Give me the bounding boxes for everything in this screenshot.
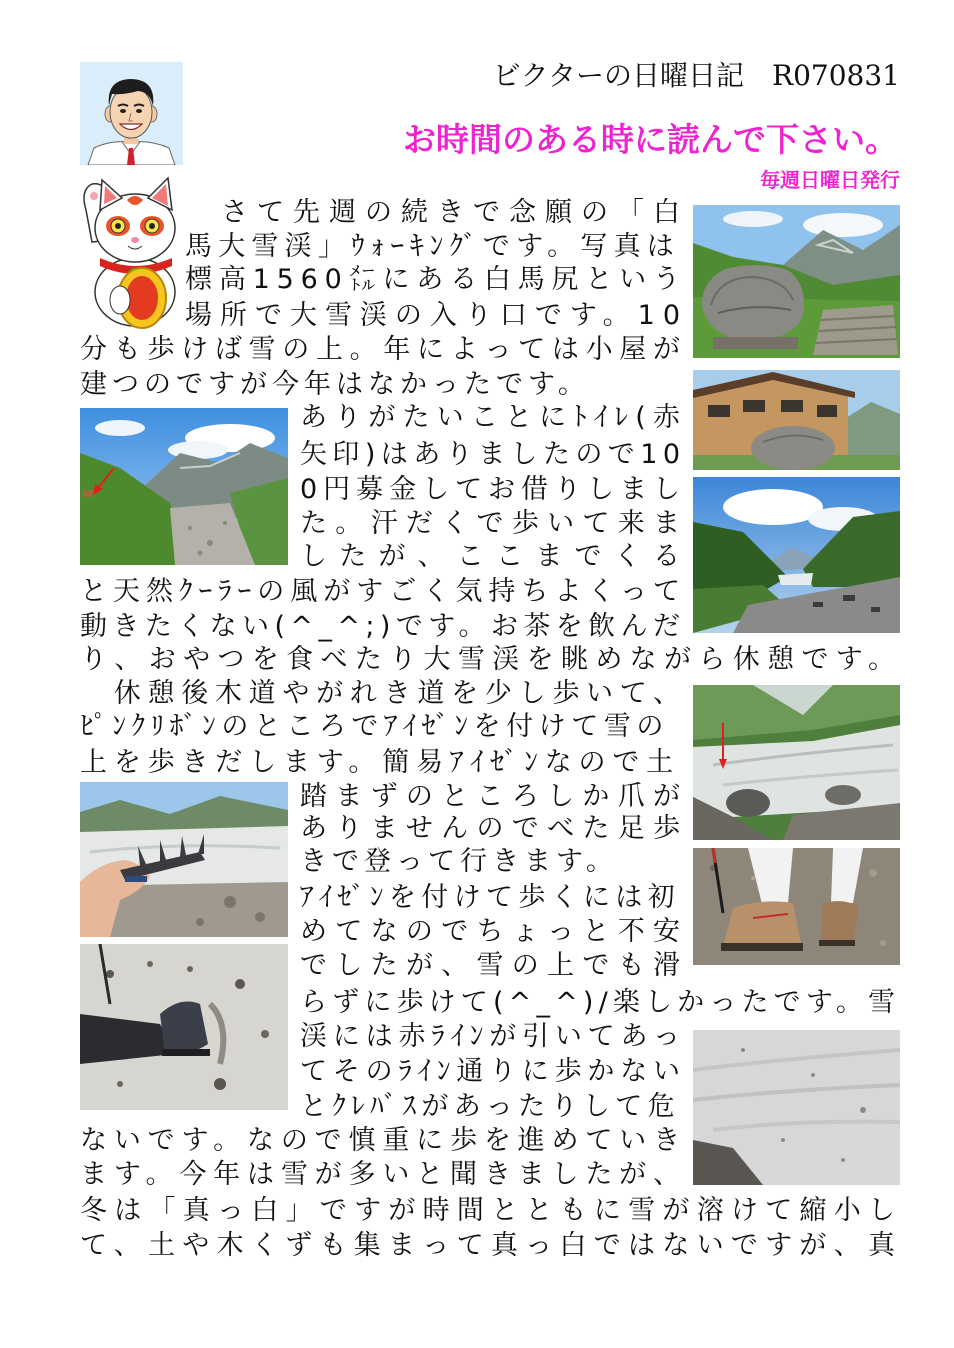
article-line: ありがたいことにﾄｲﾚ(赤	[300, 402, 688, 433]
photo-crampon-in-hand	[80, 782, 288, 937]
article-line: と天然ｸｰﾗｰの風がすごく気持ちよくって	[80, 576, 687, 607]
article-line: 分も歩けば雪の上。年によっては小屋が	[80, 334, 687, 365]
article-line: 動きたくない(^_^;)です。お茶を飲んだ	[80, 611, 686, 642]
article-line: さて先週の続きで念願の「白	[185, 197, 689, 228]
article-line: 0円募金してお借りしまし	[300, 474, 686, 505]
article-line: てそのﾗｲﾝ通りに歩かない	[300, 1056, 686, 1087]
article-line: 建つのですが今年はなかったです。	[80, 369, 590, 400]
photo-valley-toilet	[80, 408, 288, 565]
article-line: 矢印)はありましたので10	[300, 439, 686, 470]
article-line: 休憩後木道やがれき道を少し歩いて、	[80, 678, 687, 709]
article-line: 上を歩きだします。簡易ｱｲｾﾞﾝなので土	[80, 747, 680, 778]
article-line: めてなのでちょっと不安	[300, 916, 689, 947]
article-line: したが、ここまでくる	[300, 541, 693, 572]
article-line: 場所で大雪渓の入り口です。10	[185, 300, 688, 331]
photo-boots-with-crampons	[693, 848, 900, 965]
publication-frequency: 毎週日曜日発行	[760, 168, 900, 192]
photo-snow-surface	[693, 1030, 900, 1185]
photo-foot-on-snow	[80, 944, 288, 1110]
maneki-neko-icon	[80, 170, 183, 330]
article-line: ありませんのでべた足歩	[300, 813, 689, 844]
photo-snow-entry	[693, 685, 900, 840]
article-line: 標高1560㍍にある白馬尻という	[185, 264, 687, 295]
author-caricature-icon	[80, 62, 183, 165]
article-line: た。汗だくで歩いて来ま	[300, 508, 689, 539]
page-subtitle: お時間のある時に読んで下さい。	[403, 120, 898, 159]
article-line: ないです。なので慎重に歩を進めていき	[80, 1125, 687, 1156]
article-line: きで登って行きます。	[300, 846, 618, 877]
article-line: 踏まずのところしか爪が	[300, 781, 689, 812]
article-line: ｱｲｾﾞﾝを付けて歩くには初	[300, 882, 680, 913]
article-line: でしたが、雪の上でも滑	[300, 950, 689, 981]
article-line: て、土や木くずも集まって真っ白ではないですが、真	[80, 1230, 903, 1261]
page-title: ビクターの日曜日記 R070831	[492, 59, 900, 92]
article-line: 馬大雪渓」ｳｫｰｷﾝｸﾞです。写真は	[185, 231, 680, 262]
article-line: とｸﾚﾊﾞｽがあったりして危	[300, 1091, 680, 1122]
photo-resting-area	[693, 477, 900, 633]
article-line: ﾋﾟﾝｸﾘﾎﾞﾝのところでｱｲｾﾞﾝを付けて雪の	[80, 711, 669, 742]
article-line: 渓には赤ﾗｲﾝが引いてあっ	[300, 1021, 686, 1052]
article-line: らずに歩けて(^_^)/楽しかったです。雪	[300, 987, 901, 1018]
article-line: り、おやつを食べたり大雪渓を眺めながら休憩です。	[80, 644, 903, 675]
article-line: 冬は「真っ白」ですが時間とともに雪が溶けて縮小し	[80, 1195, 903, 1226]
photo-entrance-sign	[693, 205, 900, 358]
article-line: ます。今年は雪が多いと聞きましたが、	[80, 1159, 687, 1190]
photo-mountain-hut	[693, 370, 900, 470]
